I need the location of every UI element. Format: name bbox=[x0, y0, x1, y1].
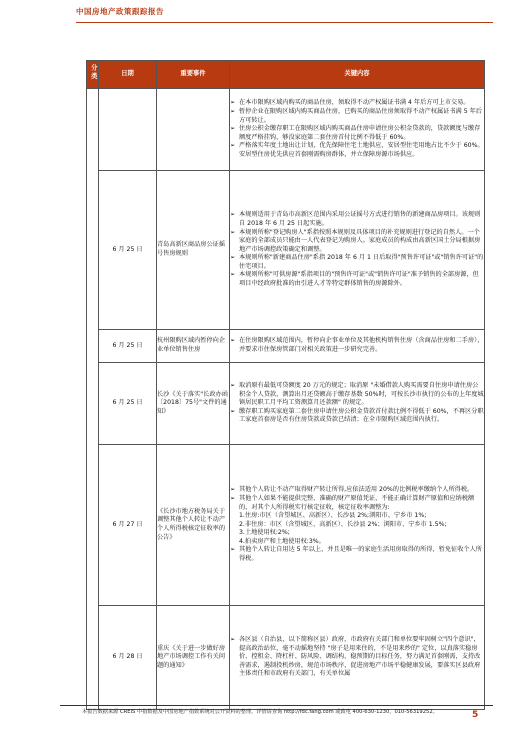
bullet-item bbox=[230, 337, 484, 354]
bullet-item bbox=[230, 486, 484, 495]
bullet-text: 住房公积金缴存职工在限购区域内购买商品住房申请住房公积金贷款的，贷款额度与缴存额度严格挂钩，够没家庭第二套住房首付比例不得低于 60%。 bbox=[239, 125, 481, 141]
bullet-text: 其他个人转让不动产取得财产转让所得,应依法适用 20%的比例税率缴纳个人所得税。 bbox=[239, 486, 474, 494]
arrow-bullet-icon: ➢ bbox=[230, 228, 236, 236]
bullet-text: 本规则所称"登记购房人"系指按照本规则及具体项目的补充规则进行登记的自然人。一个家庭的全部成员只能由一人代表登记为购房人。家庭成员的构成由高新区国土分局根据房地产市场调控政策确定和调整。 bbox=[239, 228, 481, 253]
table-row bbox=[87, 445, 485, 606]
content-cell bbox=[230, 606, 485, 710]
arrow-bullet-icon: ➢ bbox=[230, 494, 236, 502]
table-row bbox=[87, 606, 485, 710]
policy-table bbox=[86, 60, 485, 710]
content-cell bbox=[230, 445, 485, 606]
date-cell: 6 月 25 日 bbox=[99, 171, 157, 330]
bullet-item bbox=[230, 108, 484, 125]
bullet-item bbox=[230, 495, 484, 547]
footer-divider bbox=[60, 705, 493, 706]
event-cell bbox=[157, 89, 230, 171]
table-row bbox=[87, 89, 485, 171]
bullet-text: 本规则所称"可供房源"系指项目的"预售许可证"或"销售许可证"准予销售的全部房源，但项目中经政府批准的由引进人才等特定群体销售的房源除外。 bbox=[239, 271, 479, 288]
arrow-bullet-icon: ➢ bbox=[230, 211, 236, 219]
bullet-item bbox=[230, 546, 484, 563]
arrow-bullet-icon: ➢ bbox=[230, 271, 236, 279]
date-cell: 6 月 25 日 bbox=[99, 330, 157, 363]
date-cell: 6 月 27 日 bbox=[99, 445, 157, 606]
event-cell bbox=[157, 171, 230, 330]
bullet-text: 各区县（自治县，以下简称区县）政府，市政府有关部门和单位要牢固树立"四个意识"，提高政治站位，毫不动摇地坚持 "房子是用来住的，不是用来炒的" 定位，以真落实稳房价、控租金、降杠杆、防风险、调结构、稳预期的目标任务，努力满足首套刚需，支持改善需求，遏制投机炒房，规范市场秩序，促进房地产市场平稳健康发展，要落实区县政府主体责任和市政府有关部门，有关单位属 bbox=[239, 636, 481, 678]
bullet-item bbox=[230, 636, 484, 679]
header-event: 重要事件 bbox=[157, 61, 230, 89]
bullet-item bbox=[230, 125, 484, 142]
bullet-item bbox=[230, 271, 484, 288]
event-cell bbox=[157, 606, 230, 710]
event-cell bbox=[157, 363, 230, 445]
header-date: 日期 bbox=[99, 61, 157, 89]
bullet-text: 本规则适用于青岛市高新区范围内采用公证摇号方式进行销售的新建商品房项目。该规则自 2018 年 6 月 25 日起实施。 bbox=[239, 211, 481, 227]
bullet-item bbox=[230, 211, 484, 228]
page-number: 5 bbox=[472, 710, 479, 720]
event-title: 长沙《关于落实"长政办函〔2018〕75号"文件的通知》 bbox=[157, 390, 228, 415]
table-row bbox=[87, 171, 485, 330]
arrow-bullet-icon: ➢ bbox=[230, 407, 236, 415]
bullet-item bbox=[230, 229, 484, 255]
bullet-text: 严格落实年度土地出让计划，优先保障住宅土地供应，安居型住宅用地占比不少于 60%。安居型住房优先供应首套刚需购房群体，并立保障房源市场供应。 bbox=[239, 142, 484, 158]
header-content: 关键内容 bbox=[230, 61, 485, 89]
bullet-item bbox=[230, 382, 484, 408]
arrow-bullet-icon: ➢ bbox=[230, 486, 236, 494]
arrow-bullet-icon: ➢ bbox=[230, 99, 236, 107]
table-row bbox=[87, 330, 485, 363]
event-title: 杭州限购区域内暂停向企业单位销售住房 bbox=[157, 337, 226, 353]
event-title: 重庆《关于进一步做好房地产市场调控工作有关问题的通知》 bbox=[157, 644, 226, 669]
arrow-bullet-icon: ➢ bbox=[230, 337, 236, 345]
event-cell bbox=[157, 330, 230, 363]
table-row bbox=[87, 363, 485, 445]
category-cell bbox=[87, 89, 99, 710]
arrow-bullet-icon: ➢ bbox=[230, 142, 236, 150]
header-divider bbox=[76, 22, 493, 23]
bullet-text: 暂停企业在限购区域内购买商品住房，已购买的商品住房须取得不动产权属证书满 5 年后方可转让。 bbox=[239, 108, 482, 124]
event-title: 《长沙市地方税务局关于调整其他个人转让不动产个人所得税核定征收率的公告》 bbox=[157, 507, 226, 541]
content-cell bbox=[230, 363, 485, 445]
bullet-item bbox=[230, 142, 484, 159]
content-cell bbox=[230, 89, 485, 171]
content-cell bbox=[230, 330, 485, 363]
arrow-bullet-icon: ➢ bbox=[230, 254, 236, 262]
footer-note: 本报告数据来源 CREIS 中指数据及中国房地产指数系统对公开资料的整理，详情请查询 http://fdc.fang.com 或致电 400-630-1230、010-56319252。 bbox=[82, 709, 438, 715]
event-title: 青岛高新区商品房公证摇号售房规则 bbox=[157, 241, 226, 257]
arrow-bullet-icon: ➢ bbox=[230, 125, 236, 133]
report-title: 中国房地产政策跟踪报告 bbox=[76, 7, 164, 16]
bullet-text: 缴存职工购买家庭第二套住房申请住房公积金贷款首付款比例不得低于 60%，不再区分职工家庭首套房是否有住房贷款或贷款已结清；在全市限购区域范围内执行。 bbox=[239, 407, 484, 424]
bullet-item bbox=[230, 408, 484, 425]
bullet-item bbox=[230, 254, 484, 271]
table-header-row bbox=[87, 61, 485, 89]
bullet-item bbox=[230, 99, 484, 108]
event-cell bbox=[157, 445, 230, 606]
arrow-bullet-icon: ➢ bbox=[230, 382, 236, 390]
date-cell bbox=[99, 89, 157, 171]
bullet-text: 在住房限购区域范围内，暂停向企事业单位及其他机构销售住房（含商品住房和二手房），并要求市住保房管部门对相关政策进一步研究完善。 bbox=[239, 337, 484, 353]
bullet-text: 其他个人转让自用达 5 年以上，并且是唯一的家庭生活用房取得的所得，暂免征收个人所得税。 bbox=[239, 546, 482, 563]
content-cell bbox=[230, 171, 485, 330]
date-cell: 6 月 28 日 bbox=[99, 606, 157, 710]
bullet-text: 本规则所称"新建商品住房"系指 2018 年 6 月 1 日后取得"预售许可证"或"销售许可证"的住宅项目。 bbox=[239, 254, 484, 270]
header-category: 分类 bbox=[87, 61, 99, 89]
arrow-bullet-icon: ➢ bbox=[230, 636, 236, 644]
bullet-text: 其他个人如果不能提供完整、准确的财产原值凭证，不能正确计算财产原值和应纳税额的，对其个人所得税实行核定征收，核定征收率调整为: 1.住房:市区（含望城区、高新区）、长沙县 2%;浏阳市、宁乡市 1%; 2.非住房：市区（含望城区、高新区）、长沙县 2%；浏阳市、宁乡市 1.5%; 3.土地使用权:2%; 4.拍卖房产和土地使用权:3%。 bbox=[239, 494, 475, 545]
date-cell: 6 月 25 日 bbox=[99, 363, 157, 445]
bullet-text: 在本市限购区域内购买的商品住房，须取得不动产权属证书满 4 年后方可上市交易。 bbox=[239, 99, 470, 107]
bullet-text: 取消原有最低可贷额度 20 万元的规定；取消原 "未婚借款人购买需要自住房申请住房公积金个人贷款，测算出月还贷额高于缴存基数 50%时，可按长沙市执行的公布的上年度城镇居民职工月平均工资测算月还款额" 的规定。 bbox=[239, 382, 484, 407]
arrow-bullet-icon: ➢ bbox=[230, 108, 236, 116]
arrow-bullet-icon: ➢ bbox=[230, 546, 236, 554]
